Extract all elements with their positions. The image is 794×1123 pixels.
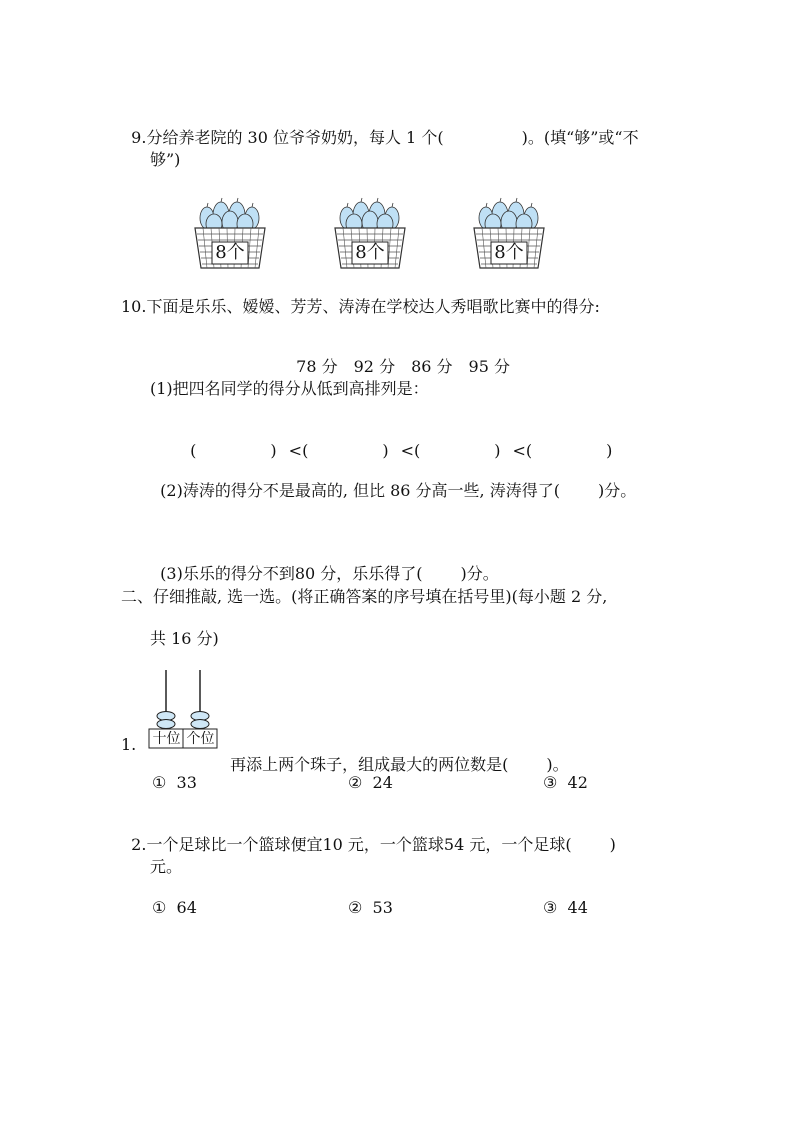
basket-1 (193, 196, 267, 272)
s2q1-text: 再添上两个珠子，组成最大的两位数是( )。 (230, 755, 569, 774)
section2-heading-cont: 共 16 分) (150, 629, 219, 648)
section2-heading: 二、仔细推敲, 选一选。(将正确答案的序号填在括号里)(每小题 2 分, (121, 587, 608, 606)
s2q2-option-3[interactable]: ③ 44 (543, 898, 588, 917)
s2q2-line1: 2.一个足球比一个篮球便宜10 元，一个篮球54 元，一个足球( ) (131, 835, 616, 854)
s2q1-option-2[interactable]: ② 24 (348, 773, 393, 792)
s2q2-option-2[interactable]: ② 53 (348, 898, 393, 917)
q10-order-line: ( ) <( ) <( ) <( ) (190, 441, 613, 460)
s2q2-line2: 元。 (150, 857, 183, 876)
ones-label: 个位 (186, 731, 215, 747)
basket-label: 8个 (494, 242, 524, 263)
s2q1-option-3[interactable]: ③ 42 (543, 773, 588, 792)
q9-line1 (121, 108, 639, 148)
basket-2 (333, 196, 407, 272)
s2q2-option-1[interactable]: ① 64 (152, 898, 197, 917)
s2q1-option-1[interactable]: ① 33 (152, 773, 197, 792)
basket-3 (472, 196, 546, 272)
basket-label: 8个 (215, 242, 245, 263)
q10-stem: 10.下面是乐乐、嫒嫒、芳芳、涛涛在学校达人秀唱歌比赛中的得分: (121, 297, 600, 316)
basket-label: 8个 (355, 242, 385, 263)
score-item: 78 分 (296, 357, 338, 376)
tens-label: 十位 (152, 731, 181, 747)
q10-scores (286, 337, 510, 377)
s2q1-number: 1. (121, 735, 137, 754)
q10-part3: (3)乐乐的得分不到80 分，乐乐得了( )分。 (160, 564, 499, 583)
q10-part1: (1)把四名同学的得分从低到高排列是： (150, 379, 429, 398)
abacus (148, 668, 218, 750)
q9-line2: 够”) (150, 150, 181, 169)
score-item: 86 分 (411, 357, 453, 376)
score-item: 95 分 (468, 357, 510, 376)
q9-text-end: )。(填“够”或“不 (521, 128, 639, 147)
q10-part2: (2)涛涛的得分不是最高的, 但比 86 分高一些, 涛涛得了( )分。 (160, 481, 637, 500)
score-item: 92 分 (353, 357, 396, 376)
q9-text: 9.分给养老院的 30 位爷爷奶奶，每人 1 个( (131, 128, 444, 147)
